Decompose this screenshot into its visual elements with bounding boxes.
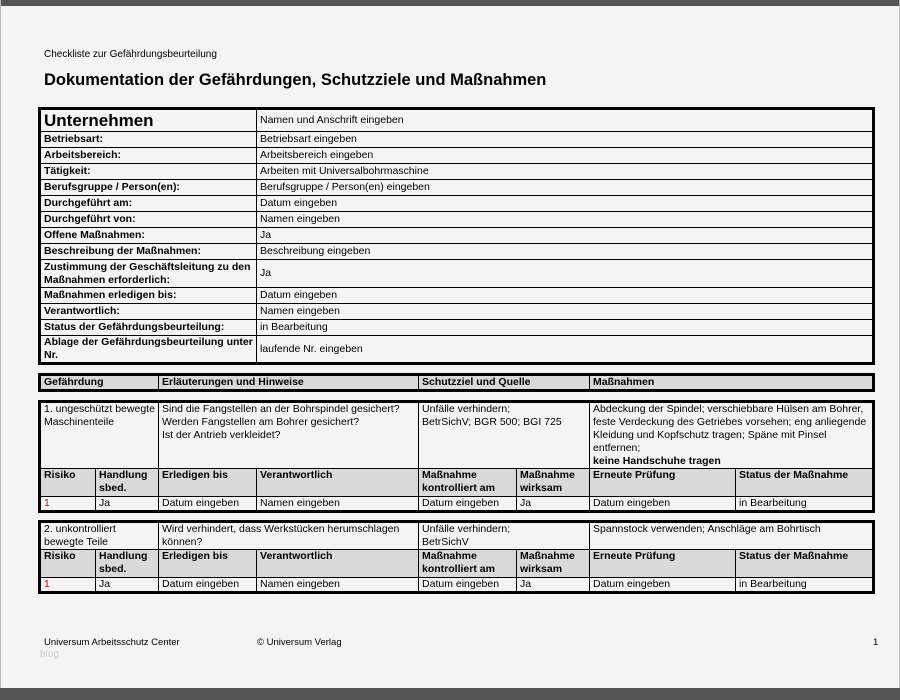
cell-status[interactable]: in Bearbeitung: [736, 497, 873, 511]
cell-wirksam[interactable]: Ja: [517, 497, 590, 511]
info-label: Durchgeführt von:: [41, 212, 257, 228]
cell-status[interactable]: in Bearbeitung: [736, 578, 873, 592]
subheader-handlung: Handlung sbed.: [96, 550, 159, 578]
subheader-erledigen-bis: Erledigen bis: [159, 469, 257, 497]
info-row: [41, 132, 873, 148]
footer-copyright: © Universum Verlag: [257, 637, 342, 648]
info-value[interactable]: Namen und Anschrift eingeben: [257, 110, 873, 132]
cell-erneute-pruefung[interactable]: Datum eingeben: [590, 497, 736, 511]
hazard-notes: [159, 523, 419, 550]
info-label: Berufsgruppe / Person(en):: [41, 180, 257, 196]
header-gefaehrdung: Gefährdung: [41, 376, 159, 390]
info-value[interactable]: Namen eingeben: [257, 304, 873, 320]
info-value[interactable]: Arbeitsbereich eingeben: [257, 148, 873, 164]
measures-bold: keine Handschuhe tragen: [593, 455, 721, 467]
subheader-kontrolliert-am: Maßnahme kontrolliert am: [419, 550, 517, 578]
info-value[interactable]: Berufsgruppe / Person(en) eingeben: [257, 180, 873, 196]
left-edge: [0, 0, 1, 700]
subheader-verantwortlich: Verantwortlich: [257, 550, 419, 578]
cell-erledigen-bis[interactable]: Datum eingeben: [159, 578, 257, 592]
goal-line: Unfälle verhindern;: [422, 403, 511, 415]
subheader-wirksam: Maßnahme wirksam: [517, 469, 590, 497]
hazard-column-header: [40, 375, 873, 390]
subheader-erneute-pruefung: Erneute Prüfung: [590, 469, 736, 497]
top-frame-bar: [0, 0, 900, 6]
cell-erneute-pruefung[interactable]: Datum eingeben: [590, 578, 736, 592]
document-subtitle: Checkliste zur Gefährdungsbeurteilung: [44, 49, 217, 60]
footer-page-number: 1: [873, 637, 879, 648]
company-info-table: [40, 109, 873, 363]
subheader-erneute-pruefung: Erneute Prüfung: [590, 550, 736, 578]
info-row: [41, 336, 873, 363]
info-label: Beschreibung der Maßnahmen:: [41, 244, 257, 260]
header-massnahmen: Maßnahmen: [590, 376, 873, 390]
measures-text: Spannstock verwenden; Anschläge am Bohrtisch: [593, 523, 821, 535]
subheader-status: Status der Maßnahme: [736, 469, 873, 497]
info-row: [41, 304, 873, 320]
hazard-measures: [590, 403, 873, 469]
info-row: [41, 244, 873, 260]
note-line: Werden Fangstellen am Bohrer gesichert?: [162, 416, 360, 428]
info-label: Maßnahmen erledigen bis:: [41, 288, 257, 304]
info-row: [41, 288, 873, 304]
info-value[interactable]: Arbeiten mit Universalbohrmaschine: [257, 164, 873, 180]
note-line: Wird verhindert, dass Werkstücken herumschlagen können?: [162, 523, 400, 548]
info-row: [41, 228, 873, 244]
footer-publisher: Universum Arbeitsschutz Center: [44, 637, 180, 648]
info-value[interactable]: Datum eingeben: [257, 288, 873, 304]
note-line: Ist der Antrieb verkleidet?: [162, 429, 281, 441]
subheader-kontrolliert-am: Maßnahme kontrolliert am: [419, 469, 517, 497]
watermark: blog: [40, 649, 59, 660]
cell-handlung[interactable]: Ja: [96, 497, 159, 511]
cell-wirksam[interactable]: Ja: [517, 578, 590, 592]
cell-handlung[interactable]: Ja: [96, 578, 159, 592]
info-label: Offene Maßnahmen:: [41, 228, 257, 244]
info-label: Tätigkeit:: [41, 164, 257, 180]
hazard-protection-goal: [419, 523, 590, 550]
info-row: [41, 196, 873, 212]
info-label: Verantwortlich:: [41, 304, 257, 320]
hazard-name: 2. unkontrolliert bewegte Teile: [41, 523, 159, 550]
note-line: Sind die Fangstellen an der Bohrspindel gesichert?: [162, 403, 400, 415]
goal-line: BetrSichV: [422, 536, 469, 548]
goal-line: BetrSichV; BGR 500; BGI 725: [422, 416, 562, 428]
hazard-name: 1. ungeschützt bewegte Maschinenteile: [41, 403, 159, 469]
document-title: Dokumentation der Gefährdungen, Schutzziele und Maßnahmen: [44, 71, 547, 89]
cell-risiko[interactable]: 1: [41, 578, 96, 592]
subheader-status: Status der Maßnahme: [736, 550, 873, 578]
info-label: Durchgeführt am:: [41, 196, 257, 212]
subheader-risiko: Risiko: [41, 469, 96, 497]
bottom-frame-bar: [0, 688, 900, 700]
hazard-table: [40, 522, 873, 592]
info-label: Status der Gefährdungsbeurteilung:: [41, 320, 257, 336]
hazard-protection-goal: [419, 403, 590, 469]
header-schutzziel: Schutzziel und Quelle: [419, 376, 590, 390]
info-row: [41, 320, 873, 336]
info-value[interactable]: Namen eingeben: [257, 212, 873, 228]
subheader-verantwortlich: Verantwortlich: [257, 469, 419, 497]
subheader-risiko: Risiko: [41, 550, 96, 578]
cell-kontrolliert-am[interactable]: Datum eingeben: [419, 497, 517, 511]
info-value[interactable]: in Bearbeitung: [257, 320, 873, 336]
info-label: Betriebsart:: [41, 132, 257, 148]
info-value[interactable]: Betriebsart eingeben: [257, 132, 873, 148]
info-row: [41, 260, 873, 288]
cell-erledigen-bis[interactable]: Datum eingeben: [159, 497, 257, 511]
info-value[interactable]: Ja: [257, 260, 873, 288]
subheader-handlung: Handlung sbed.: [96, 469, 159, 497]
info-row: [41, 212, 873, 228]
info-value[interactable]: laufende Nr. eingeben: [257, 336, 873, 363]
header-erlaeuterungen: Erläuterungen und Hinweise: [159, 376, 419, 390]
subheader-erledigen-bis: Erledigen bis: [159, 550, 257, 578]
info-row: [41, 164, 873, 180]
measures-text: Abdeckung der Spindel; verschiebbare Hülsen am Bohrer, feste Verdeckung des Getriebes vorsehen; eng anliegende Kleidung und Kopfschutz tragen; Späne mit Pinsel entfernen;: [593, 403, 867, 454]
hazard-measures: [590, 523, 873, 550]
info-label: Ablage der Gefährdungsbeurteilung unter Nr.: [41, 336, 257, 363]
info-label: Unternehmen: [41, 110, 257, 132]
cell-risiko[interactable]: 1: [41, 497, 96, 511]
info-row: [41, 180, 873, 196]
hazard-table: [40, 402, 873, 511]
goal-line: Unfälle verhindern;: [422, 523, 511, 535]
cell-verantwortlich[interactable]: Namen eingeben: [257, 578, 419, 592]
info-row: [41, 148, 873, 164]
cell-kontrolliert-am[interactable]: Datum eingeben: [419, 578, 517, 592]
subheader-wirksam: Maßnahme wirksam: [517, 550, 590, 578]
info-value[interactable]: Ja: [257, 228, 873, 244]
info-value[interactable]: Beschreibung eingeben: [257, 244, 873, 260]
info-value[interactable]: Datum eingeben: [257, 196, 873, 212]
info-label: Zustimmung der Geschäftsleitung zu den Maßnahmen erforderlich:: [41, 260, 257, 288]
info-label: Arbeitsbereich:: [41, 148, 257, 164]
info-row: [41, 110, 873, 132]
cell-verantwortlich[interactable]: Namen eingeben: [257, 497, 419, 511]
hazard-notes: [159, 403, 419, 469]
